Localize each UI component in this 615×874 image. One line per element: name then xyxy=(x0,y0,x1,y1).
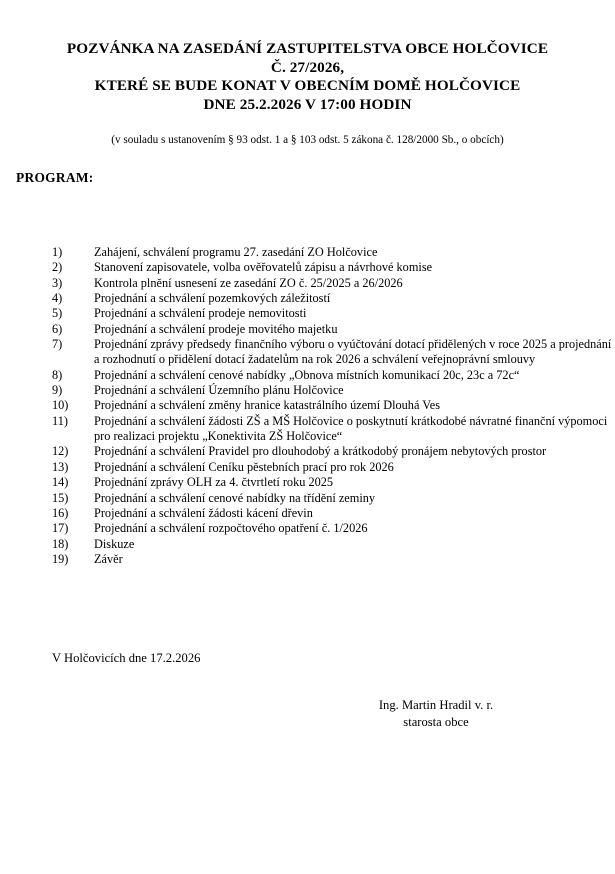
agenda-item-text: Projednání a schválení Územního plánu Holčovice xyxy=(94,383,344,398)
agenda-item xyxy=(52,552,612,567)
agenda-item-number: 13) xyxy=(52,459,69,474)
agenda-item-text: Projednání a schválení prodeje movitého majetku xyxy=(94,321,338,336)
agenda-item-number: 11) xyxy=(52,413,68,428)
agenda-item xyxy=(52,337,612,368)
agenda-item xyxy=(52,491,612,506)
agenda-item-text: Projednání a schválení žádosti kácení dřevin xyxy=(94,505,313,520)
agenda-item-number: 10) xyxy=(52,398,69,413)
agenda-item xyxy=(52,306,612,321)
document-heading xyxy=(0,40,615,114)
agenda-item-text: Projednání zprávy předsedy finančního výboru o vyúčtování dotací přidělených v roce 2025 a projednání a rozhodnutí o přidělení dotací žadatelům na rok 2026 a schválení veřejnoprávní smlouvy xyxy=(94,337,612,367)
agenda-item-text: Projednání a schválení cenové nabídky na třídění zeminy xyxy=(94,490,376,505)
agenda-item xyxy=(52,537,612,552)
agenda-item-text: Závěr xyxy=(94,551,123,566)
agenda-item-number: 9) xyxy=(52,383,63,398)
agenda-item xyxy=(52,475,612,490)
agenda-list xyxy=(52,245,612,567)
agenda-item-number: 5) xyxy=(52,306,63,321)
agenda-item xyxy=(52,245,612,260)
legal-reference-note: (v souladu s ustanovením § 93 odst. 1 a § 103 odst. 5 zákona č. 128/2000 Sb., o obcích) xyxy=(111,134,504,146)
agenda-item-number: 7) xyxy=(52,337,63,352)
agenda-item-number: 8) xyxy=(52,367,63,382)
agenda-item-number: 2) xyxy=(52,260,63,275)
agenda-item xyxy=(52,291,612,306)
heading-line-3: KTERÉ SE BUDE KONAT V OBECNÍM DOMĚ HOLČOVICE xyxy=(94,77,521,95)
program-label: PROGRAM: xyxy=(16,170,94,185)
agenda-item-text: Diskuze xyxy=(94,536,135,551)
agenda-item-number: 15) xyxy=(52,490,69,505)
agenda-item-text: Projednání a schválení pozemkových záležitostí xyxy=(94,291,331,306)
agenda-item-number: 4) xyxy=(52,291,63,306)
agenda-item-number: 12) xyxy=(52,444,69,459)
signature-name: Ing. Martin Hradil v. r. xyxy=(378,698,494,712)
agenda-item-number: 17) xyxy=(52,521,69,536)
agenda-item-number: 14) xyxy=(52,475,69,490)
agenda-item-number: 19) xyxy=(52,551,69,566)
place-and-date: V Holčovicích dne 17.2.2026 xyxy=(52,651,201,665)
agenda-item-text: Kontrola plnění usnesení ze zasedání ZO č. 25/2025 a 26/2026 xyxy=(94,275,403,290)
agenda-item-text: Projednání a schválení Pravidel pro dlouhodobý a krátkodobý pronájem nebytových prostor xyxy=(94,444,547,459)
heading-line-2: Č. 27/2026, xyxy=(270,58,345,76)
agenda-item xyxy=(52,444,612,459)
agenda-item-text: Projednání a schválení rozpočtového opatření č. 1/2026 xyxy=(94,521,368,536)
agenda-item xyxy=(52,414,612,445)
agenda-item-number: 18) xyxy=(52,536,69,551)
agenda-item-text: Projednání a schválení cenové nabídky „Obnova místních komunikací 20c, 23c a 72c“ xyxy=(94,367,520,382)
agenda-item-text: Stanovení zapisovatele, volba ověřovatelů zápisu a návrhové komise xyxy=(94,260,433,275)
agenda-item xyxy=(52,460,612,475)
agenda-item-text: Zahájení, schválení programu 27. zasedání ZO Holčovice xyxy=(94,245,378,259)
agenda-item-text: Projednání a schválení změny hranice katastrálního území Dlouhá Ves xyxy=(94,398,441,413)
agenda-item-number: 1) xyxy=(52,245,63,259)
agenda-item-text: Projednání a schválení prodeje nemovitosti xyxy=(94,306,307,321)
agenda-item xyxy=(52,506,612,521)
agenda-item xyxy=(52,368,612,383)
agenda-item-number: 16) xyxy=(52,505,69,520)
heading-line-4: DNE 25.2.2026 V 17:00 HODIN xyxy=(203,95,412,113)
agenda-item-text: Projednání zprávy OLH za 4. čtvrtletí roku 2025 xyxy=(94,475,334,490)
agenda-item xyxy=(52,521,612,536)
agenda-item-number: 6) xyxy=(52,321,63,336)
agenda-item-text: Projednání a schválení Ceníku pěstebních prací pro rok 2026 xyxy=(94,459,394,474)
agenda-item xyxy=(52,398,612,413)
agenda-item-text: Projednání a schválení žádosti ZŠ a MŠ Holčovice o poskytnutí krátkodobé návratné finanční výpomoci pro realizaci projektu „Konektivita ZŠ Holčovice“ xyxy=(94,413,608,444)
agenda-item xyxy=(52,276,612,291)
heading-line-1: POZVÁNKA NA ZASEDÁNÍ ZASTUPITELSTVA OBCE HOLČOVICE xyxy=(66,40,549,57)
signature-block xyxy=(340,697,532,730)
agenda-item xyxy=(52,322,612,337)
agenda-item xyxy=(52,260,612,275)
agenda-item xyxy=(52,383,612,398)
agenda-item-number: 3) xyxy=(52,275,63,290)
signature-title: starosta obce xyxy=(403,714,469,729)
